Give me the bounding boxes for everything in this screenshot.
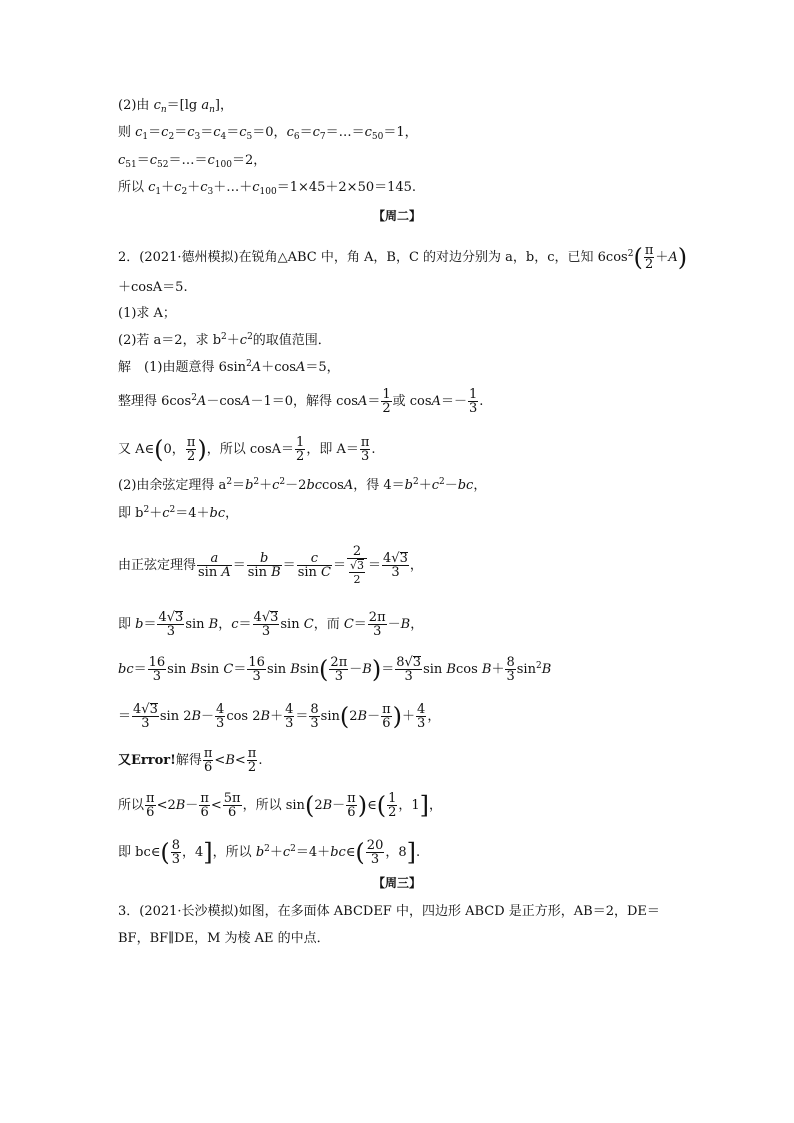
q2-solution-line11: 所以 $\frac{\pi}{6}$ <2B－ $\frac{\pi}{6}$ < $\frac{5\pi}{6}$ ，所以 sin(2B－ $\frac{\pi}{6}$ )∈( $\frac{1}{2}$ ，1]， bbox=[118, 791, 443, 820]
q2-solution-line9: ＝ $\frac{4√3}{3}$ sin 2B－ $\frac{4}{3}$ cos 2B＋ $\frac{4}{3}$ ＝ $\frac{8}{3}$ sin(2B－ $\frac{\pi}{6}$ )＋ $\frac{4}{3}$ ， bbox=[118, 702, 441, 731]
section-heading-wednesday: 【周三】 bbox=[372, 876, 421, 890]
q2-statement-line1: 2．(2021·德州模拟)在锐角△ABC 中，角 A，B，C 的对边分别为 a，b，c，已知 $6\cos^2$( $\frac{\pi}{2}$ ＋A) bbox=[118, 243, 688, 272]
q2-question2: (2)若 a＝2，求 $b^2+c^2$的取值范围． bbox=[118, 332, 331, 348]
q1-part2-line4: 所以 $c_1+c_2+c_3+\dots+c_{100}=1\times 45+2\times 50=145$. bbox=[118, 180, 417, 197]
q1-part2-line2: 则 $c_1=c_2=c_3=c_4=c_5=0$，$c_6=c_7=\dots=c_{50}=1$， bbox=[118, 125, 418, 142]
q1-part2-line1: (2)由 $c_n=[\lg$ $a_n$]， bbox=[118, 98, 233, 115]
q2-question1: (1)求 A； bbox=[118, 306, 176, 321]
q2-solution-line10: 又Error!解得 $\frac{\pi}{6}$ <B< $\frac{\pi}{2}$ . bbox=[118, 746, 263, 775]
q2-solution-line4: (2)由余弦定理得 $a^2=b^2+c^2-2bccosA$，得 $4=b^2+c^2-bc$， bbox=[118, 477, 487, 493]
q1-part2-line3: $c_{51}=c_{52}=\dots=c_{100}=2$， bbox=[118, 153, 267, 170]
q2-solution-line1: 解 (1)由题意得 $6\sin^2A+\cos A=5$， bbox=[118, 359, 340, 375]
q2-solution-line6: 由正弦定理得 $\frac{a}{\text{sin A}}$ ＝ $\frac{b}{\text{sin B}}$ ＝ $\frac{c}{\text{sin C}}$ ＝ $\frac{2}{\frac{√3}{2}}$ ＝ $\frac{4√3}{3}$ ， bbox=[118, 544, 423, 586]
q2-statement-line2: ＋cosA＝5. bbox=[118, 280, 188, 295]
q3-statement-line1: 3．(2021·长沙模拟)如图，在多面体 ABCDEF 中，四边形 ABCD 是正方形，AB＝2，DE＝ bbox=[118, 904, 660, 919]
q2-solution-line3: 又 A∈(0， $\frac{\pi}{2}$ )，所以 cosA＝ $\frac{1}{2}$ ，即 A＝ $\frac{\pi}{3}$ . bbox=[118, 435, 376, 464]
q2-solution-line7: 即 b＝ $\frac{4√3}{3}$ sin B，c＝ $\frac{4√3}{3}$ sin C，而 C＝ $\frac{2\pi}{3}$ －B， bbox=[118, 610, 424, 639]
q2-solution-line8: bc＝ $\frac{16}{3}$ sin Bsin C＝ $\frac{16}{3}$ sin Bsin( $\frac{2\pi}{3}$ －B)＝ $\frac{8√3}{3}$ sin Bcos B＋ $\frac{8}{3}$ $\sin^2B$ bbox=[118, 655, 552, 684]
q2-solution-line5: 即 $b^2+c^2=4+bc$， bbox=[118, 505, 239, 521]
q2-solution-line12: 即 bc∈( $\frac{8}{3}$ ，4]，所以 $b^2+c^2=4+bc\in$( $\frac{20}{3}$ ，8]. bbox=[118, 838, 421, 867]
q2-solution-line2: 整理得 $6\cos^2A-\cos A-1=0$，解得 cosA＝ $\frac{1}{2}$ 或 cosA＝－ $\frac{1}{3}$ . bbox=[118, 387, 484, 416]
q3-statement-line2: BF，BF∥DE，M 为棱 AE 的中点． bbox=[118, 931, 330, 946]
section-heading-tuesday: 【周二】 bbox=[372, 209, 421, 223]
